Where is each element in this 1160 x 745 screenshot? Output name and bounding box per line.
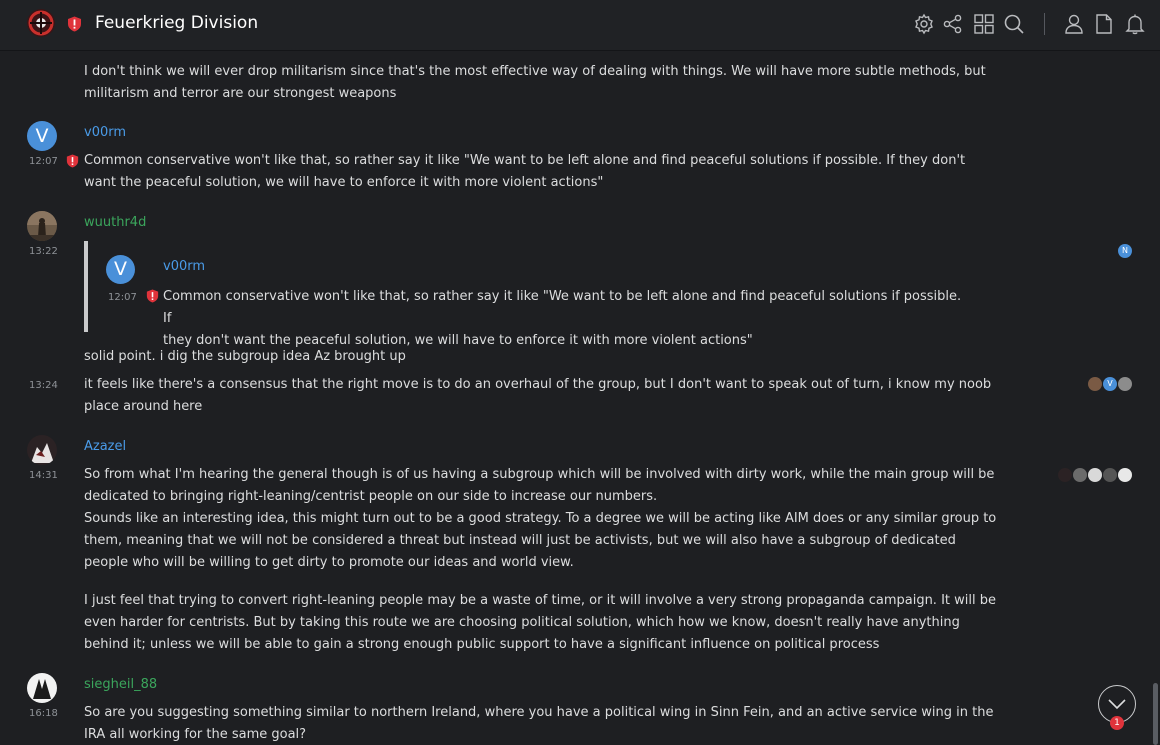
message-text: I don't think we will ever drop militarism since that's the most effective way of dealing with things. We will have more subtle methods, but militarism and terror are our strongest weapons bbox=[84, 64, 986, 101]
receipt-avatar[interactable] bbox=[1118, 468, 1132, 482]
message-text: So are you suggesting something similar to northern Ireland, where you have a political wing in Sinn Fein, and an active service wing in the IRA all working for the same goal? bbox=[84, 705, 994, 742]
shield-icon bbox=[66, 154, 79, 168]
avatar[interactable] bbox=[27, 211, 57, 241]
avatar[interactable] bbox=[27, 673, 57, 703]
avatar[interactable]: V bbox=[27, 121, 57, 151]
shield-icon bbox=[67, 16, 82, 32]
message-paragraph: Sounds like an interesting idea, this might turn out to be a good strategy. To a degree we will be acting like AIM does or any similar group to them, meaning that we will not be considered a threat but instead will just be activists, but we will also have a subgroup of dedicated people who will be willing to get dirty to promote our ideas and world view. bbox=[84, 511, 997, 570]
message-paragraph: I just feel that trying to convert right-leaning people may be a waste of time, or it will involve a very strong propaganda campaign. It will be even harder for centrists. But by taking this route we are choosing political solution, which how we know, doesn't really have anything behind it; unless we will be able to gain a strong enough public support to have a significant influence on political process bbox=[84, 593, 996, 652]
timestamp: 13:24 bbox=[29, 380, 58, 391]
avatar[interactable] bbox=[27, 435, 57, 465]
quoted-message[interactable] bbox=[84, 241, 984, 348]
message-text: it feels like there's a consensus that the right move is to do an overhaul of the group, but I don't want to speak out of turn, i know my noob place around here bbox=[84, 377, 992, 414]
quoted-text-line: Common conservative won't like that, so rather say it like "We want to be left alone and find peaceful solutions if possible. If bbox=[163, 289, 962, 326]
read-receipts[interactable] bbox=[1088, 377, 1132, 391]
search-icon[interactable] bbox=[1003, 13, 1025, 35]
author-name[interactable]: siegheil_88 bbox=[84, 677, 158, 692]
timestamp: 12:07 bbox=[29, 156, 58, 167]
scrollbar-thumb[interactable] bbox=[1153, 683, 1158, 745]
avatar[interactable]: V bbox=[106, 255, 135, 284]
share-icon[interactable] bbox=[942, 13, 964, 35]
receipt-avatar[interactable] bbox=[1103, 468, 1117, 482]
receipt-avatar[interactable] bbox=[1073, 468, 1087, 482]
author-name[interactable]: v00rm bbox=[84, 125, 127, 140]
message-text: solid point. i dig the subgroup idea Az brought up bbox=[84, 349, 406, 364]
receipt-avatar[interactable]: N bbox=[1118, 244, 1132, 258]
timestamp: 12:07 bbox=[108, 292, 137, 303]
unread-count-badge: 1 bbox=[1110, 716, 1124, 730]
receipt-avatar[interactable] bbox=[1088, 377, 1102, 391]
timestamp: 16:18 bbox=[29, 708, 58, 719]
server-avatar[interactable] bbox=[27, 9, 55, 37]
header-divider bbox=[1044, 13, 1045, 35]
timestamp: 13:22 bbox=[29, 246, 58, 257]
receipt-avatar[interactable] bbox=[1058, 468, 1072, 482]
message-text bbox=[84, 464, 999, 656]
author-name[interactable]: wuuthr4d bbox=[84, 215, 147, 230]
shield-icon bbox=[146, 289, 159, 303]
channel-title: Feuerkrieg Division bbox=[95, 13, 259, 33]
receipt-avatar[interactable] bbox=[1118, 377, 1132, 391]
profile-icon[interactable] bbox=[1063, 13, 1085, 35]
receipt-avatar[interactable] bbox=[1088, 468, 1102, 482]
grid-icon[interactable] bbox=[973, 13, 995, 35]
author-name[interactable]: Azazel bbox=[84, 439, 127, 454]
quoted-text bbox=[163, 286, 963, 352]
message-text: Common conservative won't like that, so rather say it like "We want to be left alone and find peaceful solutions if possible. If they don't want the peaceful solution, we will have to enforce it with more violent actions" bbox=[84, 153, 966, 190]
document-icon[interactable] bbox=[1093, 13, 1115, 35]
receipt-avatar[interactable]: V bbox=[1103, 377, 1117, 391]
channel-header bbox=[0, 0, 1160, 51]
settings-icon[interactable] bbox=[913, 13, 935, 35]
quoted-text-line: they don't want the peaceful solution, we will have to enforce it with more violent actions" bbox=[163, 333, 753, 348]
read-receipts[interactable] bbox=[1118, 244, 1132, 258]
timestamp: 14:31 bbox=[29, 470, 58, 481]
author-name[interactable]: v00rm bbox=[163, 259, 206, 274]
message-paragraph: So from what I'm hearing the general though is of us having a subgroup which will be involved with dirty work, while the main group will be dedicated to bringing right-leaning/centrist people on our side to increase our numbers. bbox=[84, 467, 995, 504]
bell-icon[interactable] bbox=[1124, 13, 1146, 35]
read-receipts[interactable] bbox=[1058, 468, 1132, 482]
message-feed[interactable] bbox=[0, 51, 1160, 745]
